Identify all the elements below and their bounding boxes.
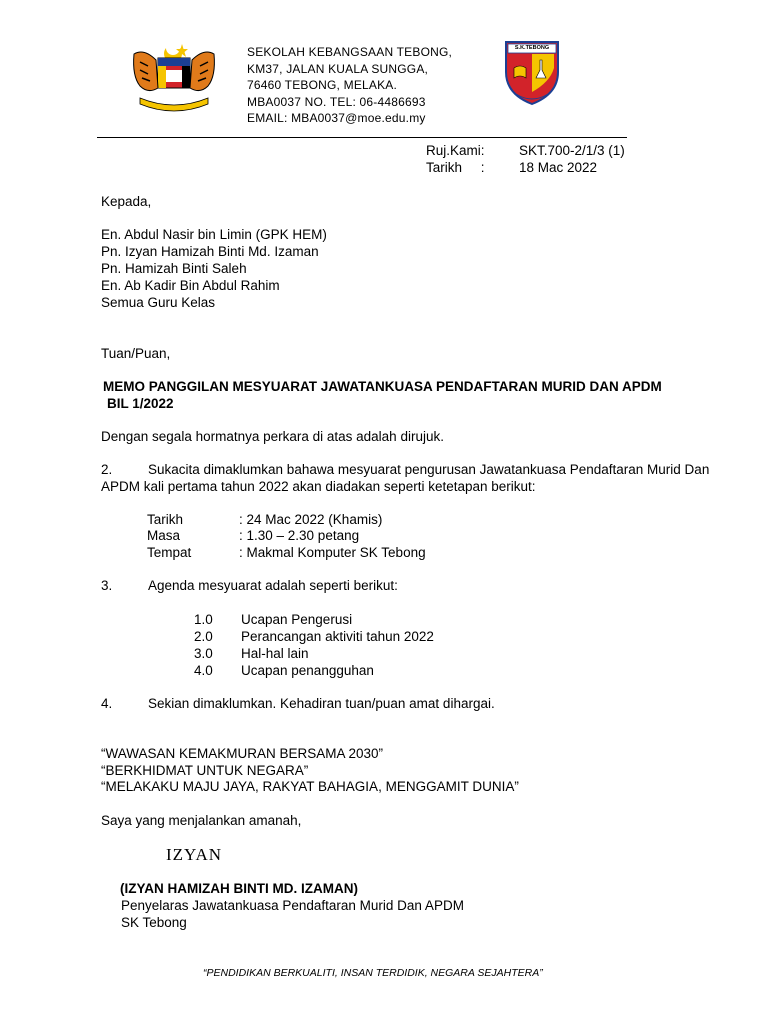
phone-line: MBA0037 NO. TEL: 06-4486693 xyxy=(247,94,426,109)
memo-title-line-2: BIL 1/2022 xyxy=(107,396,174,411)
salutation: Tuan/Puan, xyxy=(101,346,171,361)
para-2-line-1: Sukacita dimaklumkan bahawa mesyuarat pengurusan Jawatankuasa Pendaftaran Murid Dan xyxy=(148,462,710,477)
ruj-label: Ruj.Kami: xyxy=(426,143,485,158)
address-line-1: KM37, JALAN KUALA SUNGGA, xyxy=(247,61,429,76)
para-3-number: 3. xyxy=(101,578,113,593)
coat-of-arms-logo xyxy=(120,40,228,112)
tarikh-label: Tarikh : xyxy=(426,160,485,175)
agenda-num-2: 2.0 xyxy=(194,629,213,644)
address-line-2: 76460 TEBONG, MELAKA. xyxy=(247,78,398,92)
detail-masa-label: Masa xyxy=(147,528,181,543)
para-4-number: 4. xyxy=(101,696,113,711)
tarikh-value: 18 Mac 2022 xyxy=(519,160,598,175)
school-crest-logo xyxy=(502,38,562,106)
detail-tempat-label: Tempat xyxy=(147,545,192,560)
agenda-item-3: Hal-hal lain xyxy=(241,646,309,661)
agenda-num-1: 1.0 xyxy=(194,612,213,627)
agenda-item-1: Ucapan Pengerusi xyxy=(241,612,353,627)
school-name: SEKOLAH KEBANGSAAN TEBONG, xyxy=(247,45,453,59)
signatory-school: SK Tebong xyxy=(121,915,187,930)
crest-text: S.K.TEBONG xyxy=(514,45,550,51)
agenda-num-4: 4.0 xyxy=(194,663,213,678)
slogan-1: “WAWASAN KEMAKMURAN BERSAMA 2030” xyxy=(101,746,384,761)
slogan-2: “BERKHIDMAT UNTUK NEGARA” xyxy=(101,763,309,778)
email-line: EMAIL: MBA0037@moe.edu.my xyxy=(247,111,426,125)
ruj-value: SKT.700-2/1/3 (1) xyxy=(519,143,625,158)
para-4-text: Sekian dimaklumkan. Kehadiran tuan/puan amat dihargai. xyxy=(148,696,495,711)
school-header xyxy=(247,44,452,127)
para-2-number: 2. xyxy=(101,462,113,477)
memo-title-line-1: MEMO PANGGILAN MESYUARAT JAWATANKUASA PENDAFTARAN MURID DAN APDM xyxy=(103,379,662,394)
kepada-label: Kepada, xyxy=(101,194,152,209)
recipient-3: Pn. Hamizah Binti Saleh xyxy=(101,261,247,276)
signatory-name: (IZYAN HAMIZAH BINTI MD. IZAMAN) xyxy=(120,881,358,896)
agenda-item-4: Ucapan penangguhan xyxy=(241,663,374,678)
slogan-3: “MELAKAKU MAJU JAYA, RAKYAT BAHAGIA, MENGGAMIT DUNIA” xyxy=(101,779,519,794)
signatory-position: Penyelaras Jawatankuasa Pendaftaran Murid Dan APDM xyxy=(121,898,464,913)
intro-paragraph: Dengan segala hormatnya perkara di atas adalah dirujuk. xyxy=(101,429,444,444)
detail-masa-value: : 1.30 – 2.30 petang xyxy=(239,528,360,543)
agenda-item-2: Perancangan aktiviti tahun 2022 xyxy=(241,629,434,644)
detail-tarikh-value: : 24 Mac 2022 (Khamis) xyxy=(239,512,383,527)
closing-line: Saya yang menjalankan amanah, xyxy=(101,813,302,828)
detail-tempat-value: : Makmal Komputer SK Tebong xyxy=(239,545,426,560)
recipient-5: Semua Guru Kelas xyxy=(101,295,216,310)
recipient-2: Pn. Izyan Hamizah Binti Md. Izaman xyxy=(101,244,319,259)
handwritten-signature: IZYAN xyxy=(166,845,222,864)
detail-tarikh-label: Tarikh xyxy=(147,512,184,527)
footer-motto: “PENDIDIKAN BERKUALITI, INSAN TERDIDIK, NEGARA SEJAHTERA” xyxy=(203,967,543,979)
para-2-line-2: APDM kali pertama tahun 2022 akan diadakan seperti ketetapan berikut: xyxy=(101,479,536,494)
recipient-1: En. Abdul Nasir bin Limin (GPK HEM) xyxy=(101,227,327,242)
agenda-num-3: 3.0 xyxy=(194,646,213,661)
recipient-4: En. Ab Kadir Bin Abdul Rahim xyxy=(101,278,280,293)
para-3-text: Agenda mesyuarat adalah seperti berikut: xyxy=(148,578,398,593)
header-divider xyxy=(97,137,627,138)
